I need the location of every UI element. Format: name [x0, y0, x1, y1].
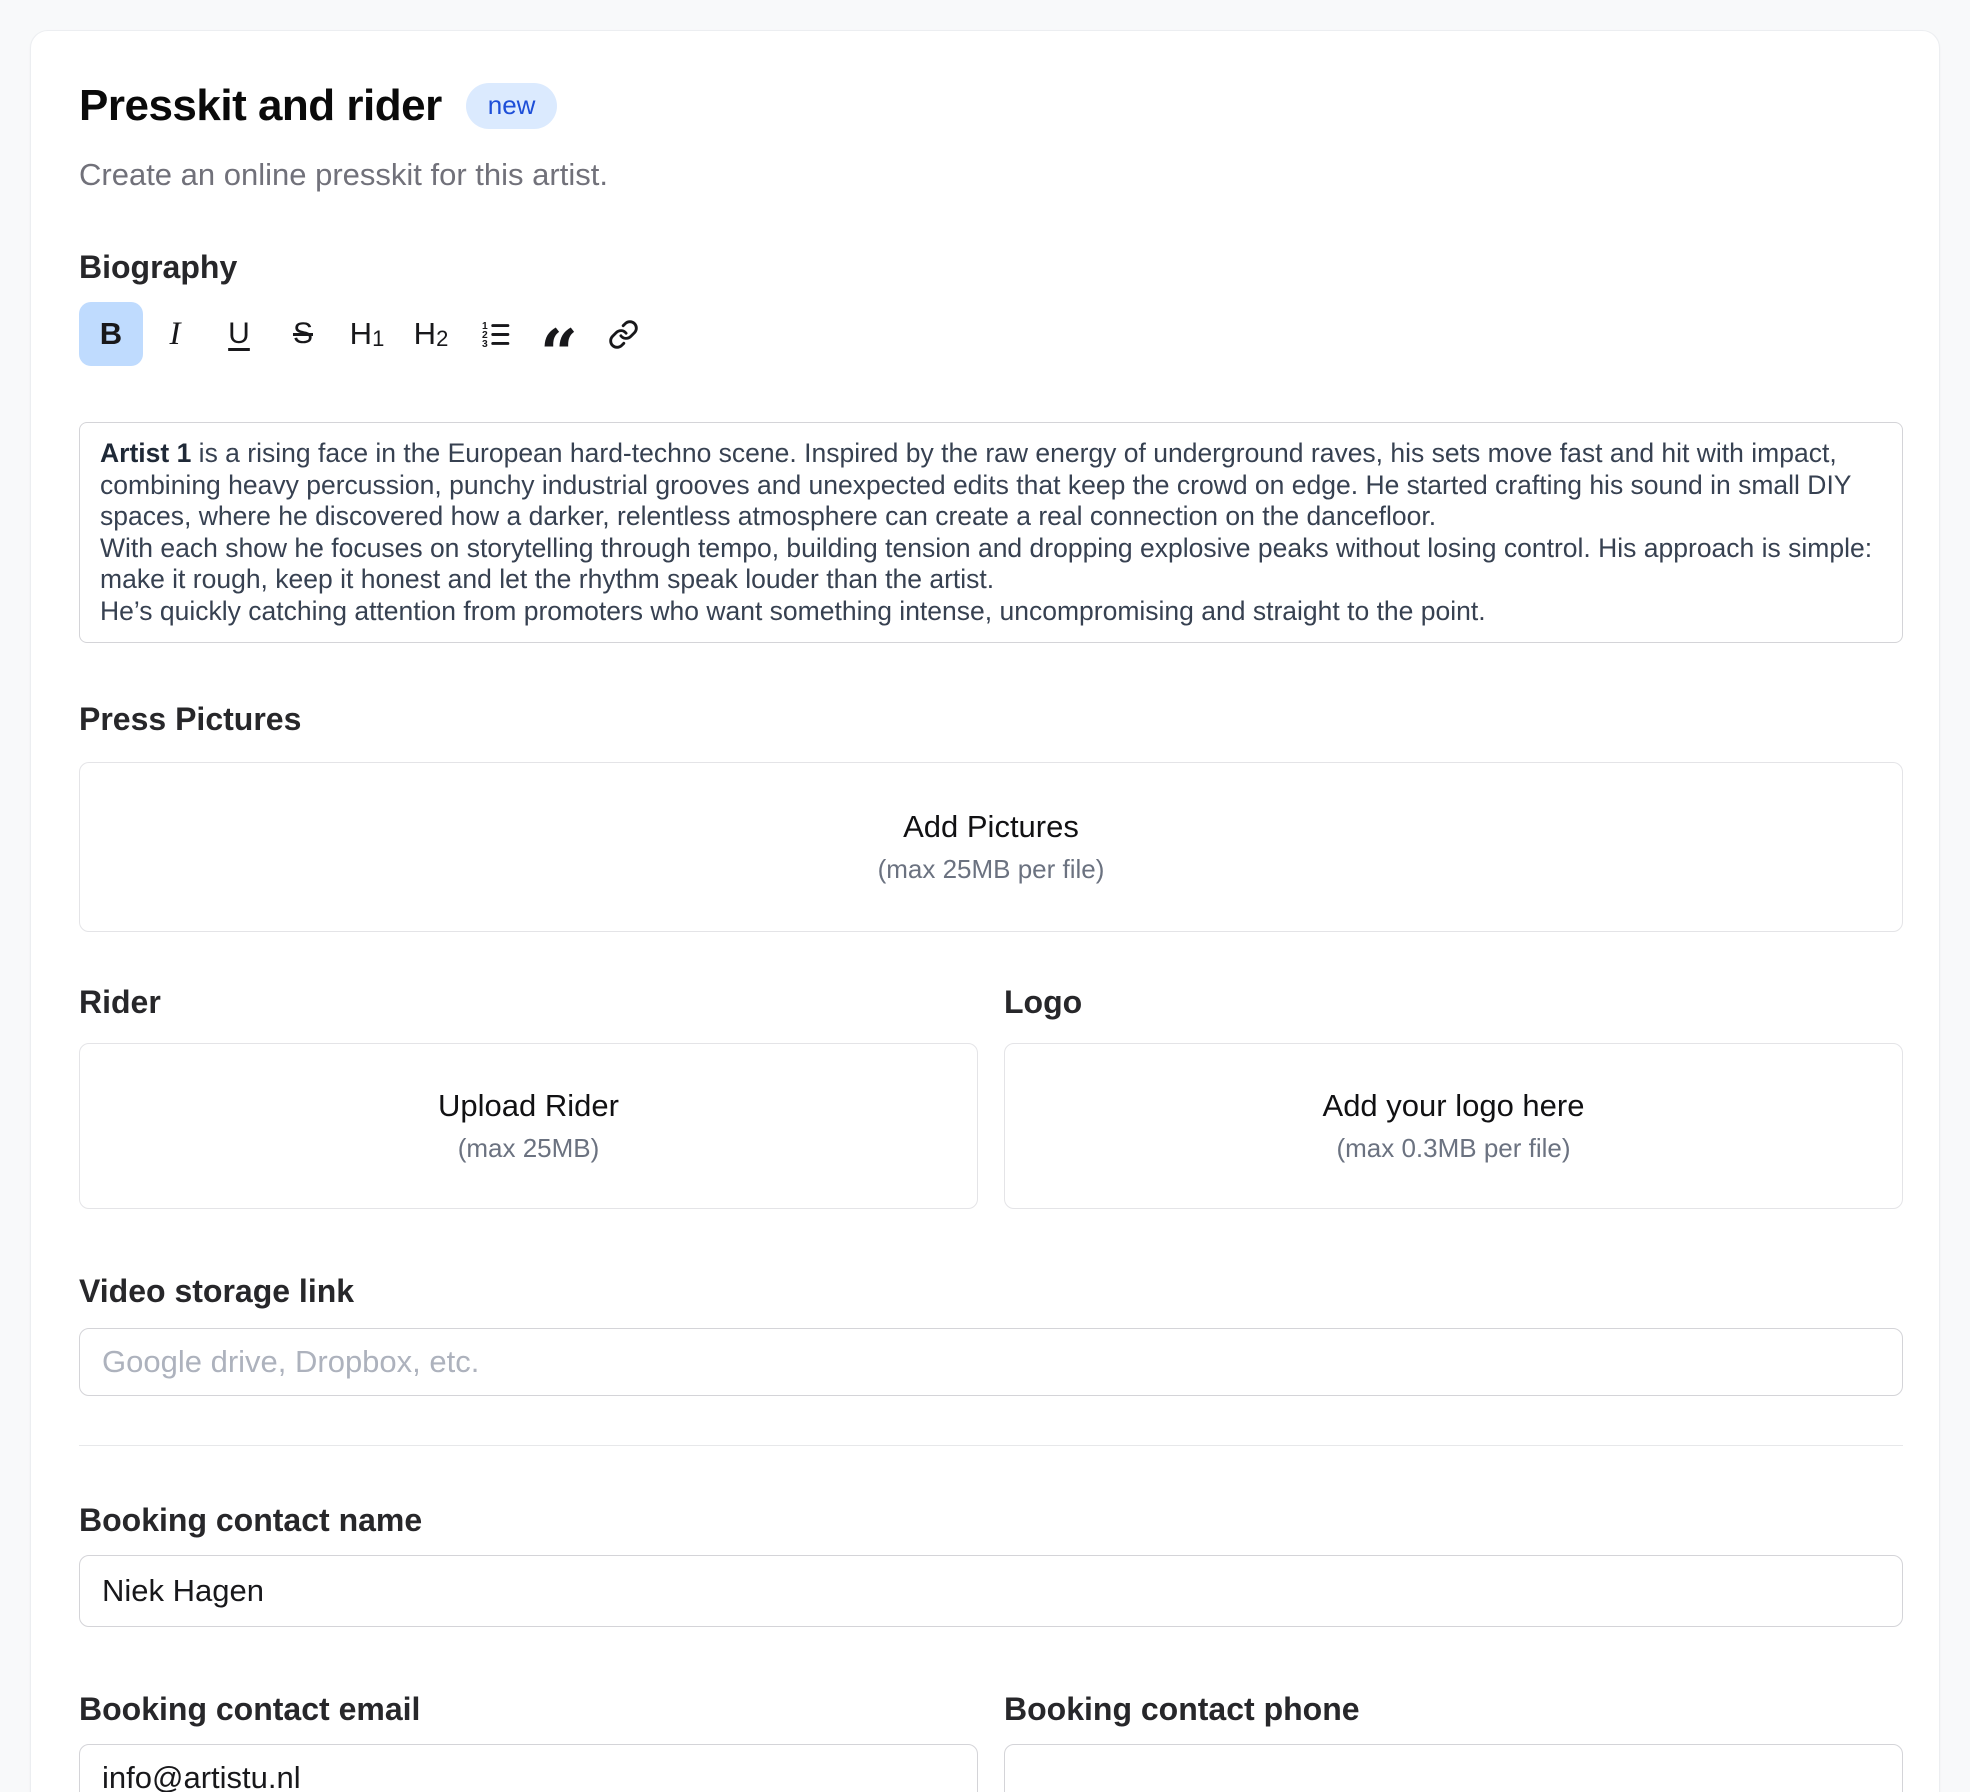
biography-label: Biography [79, 249, 238, 285]
booking-email-input[interactable] [79, 1744, 978, 1792]
italic-button[interactable] [143, 302, 207, 366]
booking-name-label: Booking contact name [79, 1502, 423, 1538]
biography-editor[interactable] [79, 422, 1903, 643]
biography-paragraph-1 [100, 438, 1882, 533]
upload-rider-dropzone[interactable] [79, 1043, 978, 1209]
section-divider [79, 1445, 1903, 1446]
biography-bold-lead: Artist 1 [100, 438, 192, 468]
page-title: Presskit and rider [79, 81, 442, 130]
booking-phone-label: Booking contact phone [1004, 1691, 1360, 1727]
add-pictures-hint: (max 25MB per file) [877, 854, 1105, 884]
biography-toolbar [79, 302, 1903, 393]
add-logo-title: Add your logo here [1322, 1088, 1585, 1123]
blockquote-button[interactable]: “ [527, 302, 591, 366]
presskit-card [30, 30, 1940, 1792]
rider-column [79, 984, 978, 1209]
bold-icon: B [99, 316, 123, 351]
logo-label: Logo [1004, 984, 1083, 1020]
press-pictures-label: Press Pictures [79, 701, 302, 737]
svg-text:2: 2 [481, 329, 488, 341]
rider-label: Rider [79, 984, 161, 1020]
heading2-sub: 2 [436, 325, 449, 351]
heading2-button[interactable] [399, 302, 463, 366]
biography-paragraph-2: With each show he focuses on storytelling through tempo, building tension and dropping explosive peaks without losing control. His approach is simple: make it rough, keep it honest and let the rhythm speak louder than the artist. [100, 532, 1873, 594]
italic-icon: I [169, 315, 181, 352]
heading1-sub: 1 [372, 325, 385, 351]
new-badge: new [466, 83, 558, 129]
biography-p1-text: is a rising face in the European hard-techno scene. Inspired by the raw energy of underground raves, his sets move fast and hit with impact, combining heavy percussion, punchy industrial grooves and unexpected edits that keep the crowd on edge. He started crafting his sound in small DIY spaces, where he discovered how a darker, relentless atmosphere can create a real connection on the dancefloor. [100, 438, 1852, 531]
underline-icon: U [228, 317, 250, 350]
svg-text:3: 3 [481, 338, 488, 350]
add-pictures-title: Add Pictures [903, 809, 1079, 844]
link-button[interactable] [591, 302, 655, 366]
booking-email-column [79, 1691, 978, 1792]
booking-email-label: Booking contact email [79, 1691, 421, 1727]
bold-button[interactable] [79, 302, 143, 366]
biography-paragraph-3: He’s quickly catching attention from promoters who want something intense, uncompromising and straight to the point. [100, 595, 1486, 626]
underline-button[interactable] [207, 302, 271, 366]
upload-rider-hint: (max 25MB) [457, 1133, 600, 1163]
header [79, 81, 1903, 131]
strikethrough-icon: S [292, 317, 313, 350]
heading1-icon: H [349, 316, 373, 351]
page-subtitle: Create an online presskit for this artist. [79, 157, 608, 192]
rider-logo-row [79, 984, 1903, 1209]
heading2-icon: H [413, 316, 437, 351]
logo-column [1004, 984, 1903, 1209]
booking-phone-input[interactable] [1004, 1744, 1903, 1792]
video-storage-label: Video storage link [79, 1273, 355, 1309]
booking-contact-row [79, 1691, 1903, 1792]
booking-phone-column [1004, 1691, 1903, 1792]
video-storage-input[interactable] [79, 1328, 1903, 1396]
add-pictures-dropzone[interactable] [79, 762, 1903, 932]
svg-text:1: 1 [481, 320, 488, 332]
booking-name-input[interactable] [79, 1555, 1903, 1627]
heading1-button[interactable] [335, 302, 399, 366]
ordered-list-icon [479, 318, 512, 351]
link-icon [608, 319, 639, 350]
ordered-list-button[interactable] [463, 302, 527, 366]
strikethrough-button[interactable] [271, 302, 335, 366]
add-logo-dropzone[interactable] [1004, 1043, 1903, 1209]
add-logo-hint: (max 0.3MB per file) [1336, 1133, 1571, 1163]
upload-rider-title: Upload Rider [438, 1088, 619, 1123]
